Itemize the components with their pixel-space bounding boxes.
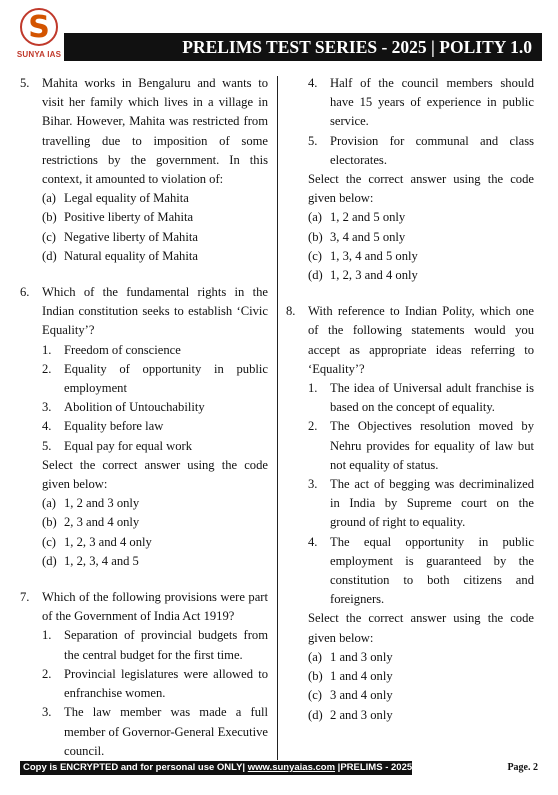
option-a: (a) Legal equality of Mahita <box>42 191 189 206</box>
logo-circle-icon <box>20 8 58 46</box>
question-number: 8. <box>286 304 296 319</box>
column-divider <box>277 76 278 760</box>
option-a: (a) 1, 2 and 3 only <box>42 496 140 511</box>
option-b: (b) 3, 4 and 5 only <box>308 229 406 244</box>
answer-options <box>42 189 268 266</box>
option-b: (b) 1 and 4 only <box>308 669 393 684</box>
option-c: (c) Negative liberty of Mahita <box>42 229 198 244</box>
question-text: Mahita works in Bengaluru and wants to visit her family which lives in a village in Bihar. However, Mahita was restricted from travelling due to imposition of some restrictions by the government. In this context, it amounted to violation of: <box>42 76 268 187</box>
option-d: (d) 2 and 3 only <box>308 707 393 722</box>
question-text: With reference to Indian Polity, which one of the following statements would you accept as appropriate ideas referring to ‘Equality’? <box>308 304 534 376</box>
page-number: Page. 2 <box>507 762 538 773</box>
statement-item: 2. The Objectives resolution moved by Nehru provides for equality of law but not equality of status. <box>308 419 534 472</box>
statement-item: 5. Equal pay for equal work <box>42 438 192 453</box>
statement-list <box>42 341 268 456</box>
website-link[interactable]: www.sunyaias.com <box>247 762 336 773</box>
page-title: PRELIMS TEST SERIES - 2025 | POLITY 1.0 <box>64 33 542 61</box>
option-b: (b) 2, 3 and 4 only <box>42 515 140 530</box>
statement-item: 3. Abolition of Untouchability <box>42 400 205 415</box>
question-8 <box>286 302 534 724</box>
statement-item: 4. Equality before law <box>42 419 164 434</box>
statement-item: 3. The law member was made a full member of Governor-General Executive council. <box>42 705 268 758</box>
statement-item: 4. Half of the council members should have 15 years of experience in public service. <box>308 76 534 129</box>
question-7 <box>20 588 268 761</box>
statement-item: 2. Provincial legislatures were allowed to enfranchise women. <box>42 666 268 701</box>
code-instruction: Select the correct answer using the code given below: <box>308 172 534 206</box>
page-header <box>0 0 558 68</box>
question-text: Which of the following provisions were part of the Government of India Act 1919? <box>42 590 268 624</box>
question-5 <box>20 74 268 266</box>
question-number: 5. <box>20 76 30 90</box>
statement-list <box>308 379 534 609</box>
question-text: Which of the fundamental rights in the Indian constitution seeks to establish ‘Civic Equality’? <box>42 285 268 338</box>
option-a: (a) 1, 2 and 5 only <box>308 210 406 225</box>
statement-item: 5. Provision for communal and class electorates. <box>308 133 534 167</box>
statement-item: 3. The act of begging was decriminalized in India by Supreme court on the ground of right to equality. <box>308 477 534 530</box>
question-number: 6. <box>20 285 30 300</box>
logo-text: SUNYA IAS <box>16 50 62 59</box>
footer-bar <box>20 761 412 775</box>
option-a: (a) 1 and 3 only <box>308 649 393 664</box>
statement-item: 1. The idea of Universal adult franchise is based on the concept of equality. <box>308 381 534 415</box>
sunya-ias-logo <box>16 8 62 66</box>
statement-list <box>42 626 268 760</box>
option-d: (d) Natural equality of Mahita <box>42 248 198 263</box>
option-b: (b) Positive liberty of Mahita <box>42 210 194 225</box>
question-number: 7. <box>20 590 30 605</box>
statement-list <box>286 74 534 170</box>
option-d: (d) 1, 2, 3, 4 and 5 <box>42 553 139 568</box>
page-footer <box>20 761 538 775</box>
footer-notice: Copy is ENCRYPTED and for personal use ONLY| <box>23 762 248 773</box>
question-7-continued <box>286 74 534 285</box>
statement-item: 1. Separation of provincial budgets from the central budget for the first time. <box>42 628 268 662</box>
answer-options <box>308 648 534 725</box>
statement-item: 2. Equality of opportunity in public employment <box>42 361 268 396</box>
option-c: (c) 1, 2, 3 and 4 only <box>42 534 152 549</box>
statement-item: 4. The equal opportunity in public employment is guaranteed by the constitution to both citizens and foreigners. <box>308 534 534 607</box>
answer-options <box>286 208 534 285</box>
option-c: (c) 3 and 4 only <box>308 688 393 703</box>
code-instruction: Select the correct answer using the code given below: <box>42 457 268 492</box>
code-instruction: Select the correct answer using the code given below: <box>308 611 534 645</box>
answer-options <box>42 494 268 571</box>
option-c: (c) 1, 3, 4 and 5 only <box>308 248 418 263</box>
question-6 <box>20 283 268 571</box>
statement-item: 1. Freedom of conscience <box>42 342 181 357</box>
right-column <box>286 74 534 725</box>
footer-series: |PRELIMS - 2025 <box>335 762 413 773</box>
logo-s-icon: S <box>28 10 50 45</box>
left-column <box>20 74 268 761</box>
option-d: (d) 1, 2, 3 and 4 only <box>308 268 418 283</box>
